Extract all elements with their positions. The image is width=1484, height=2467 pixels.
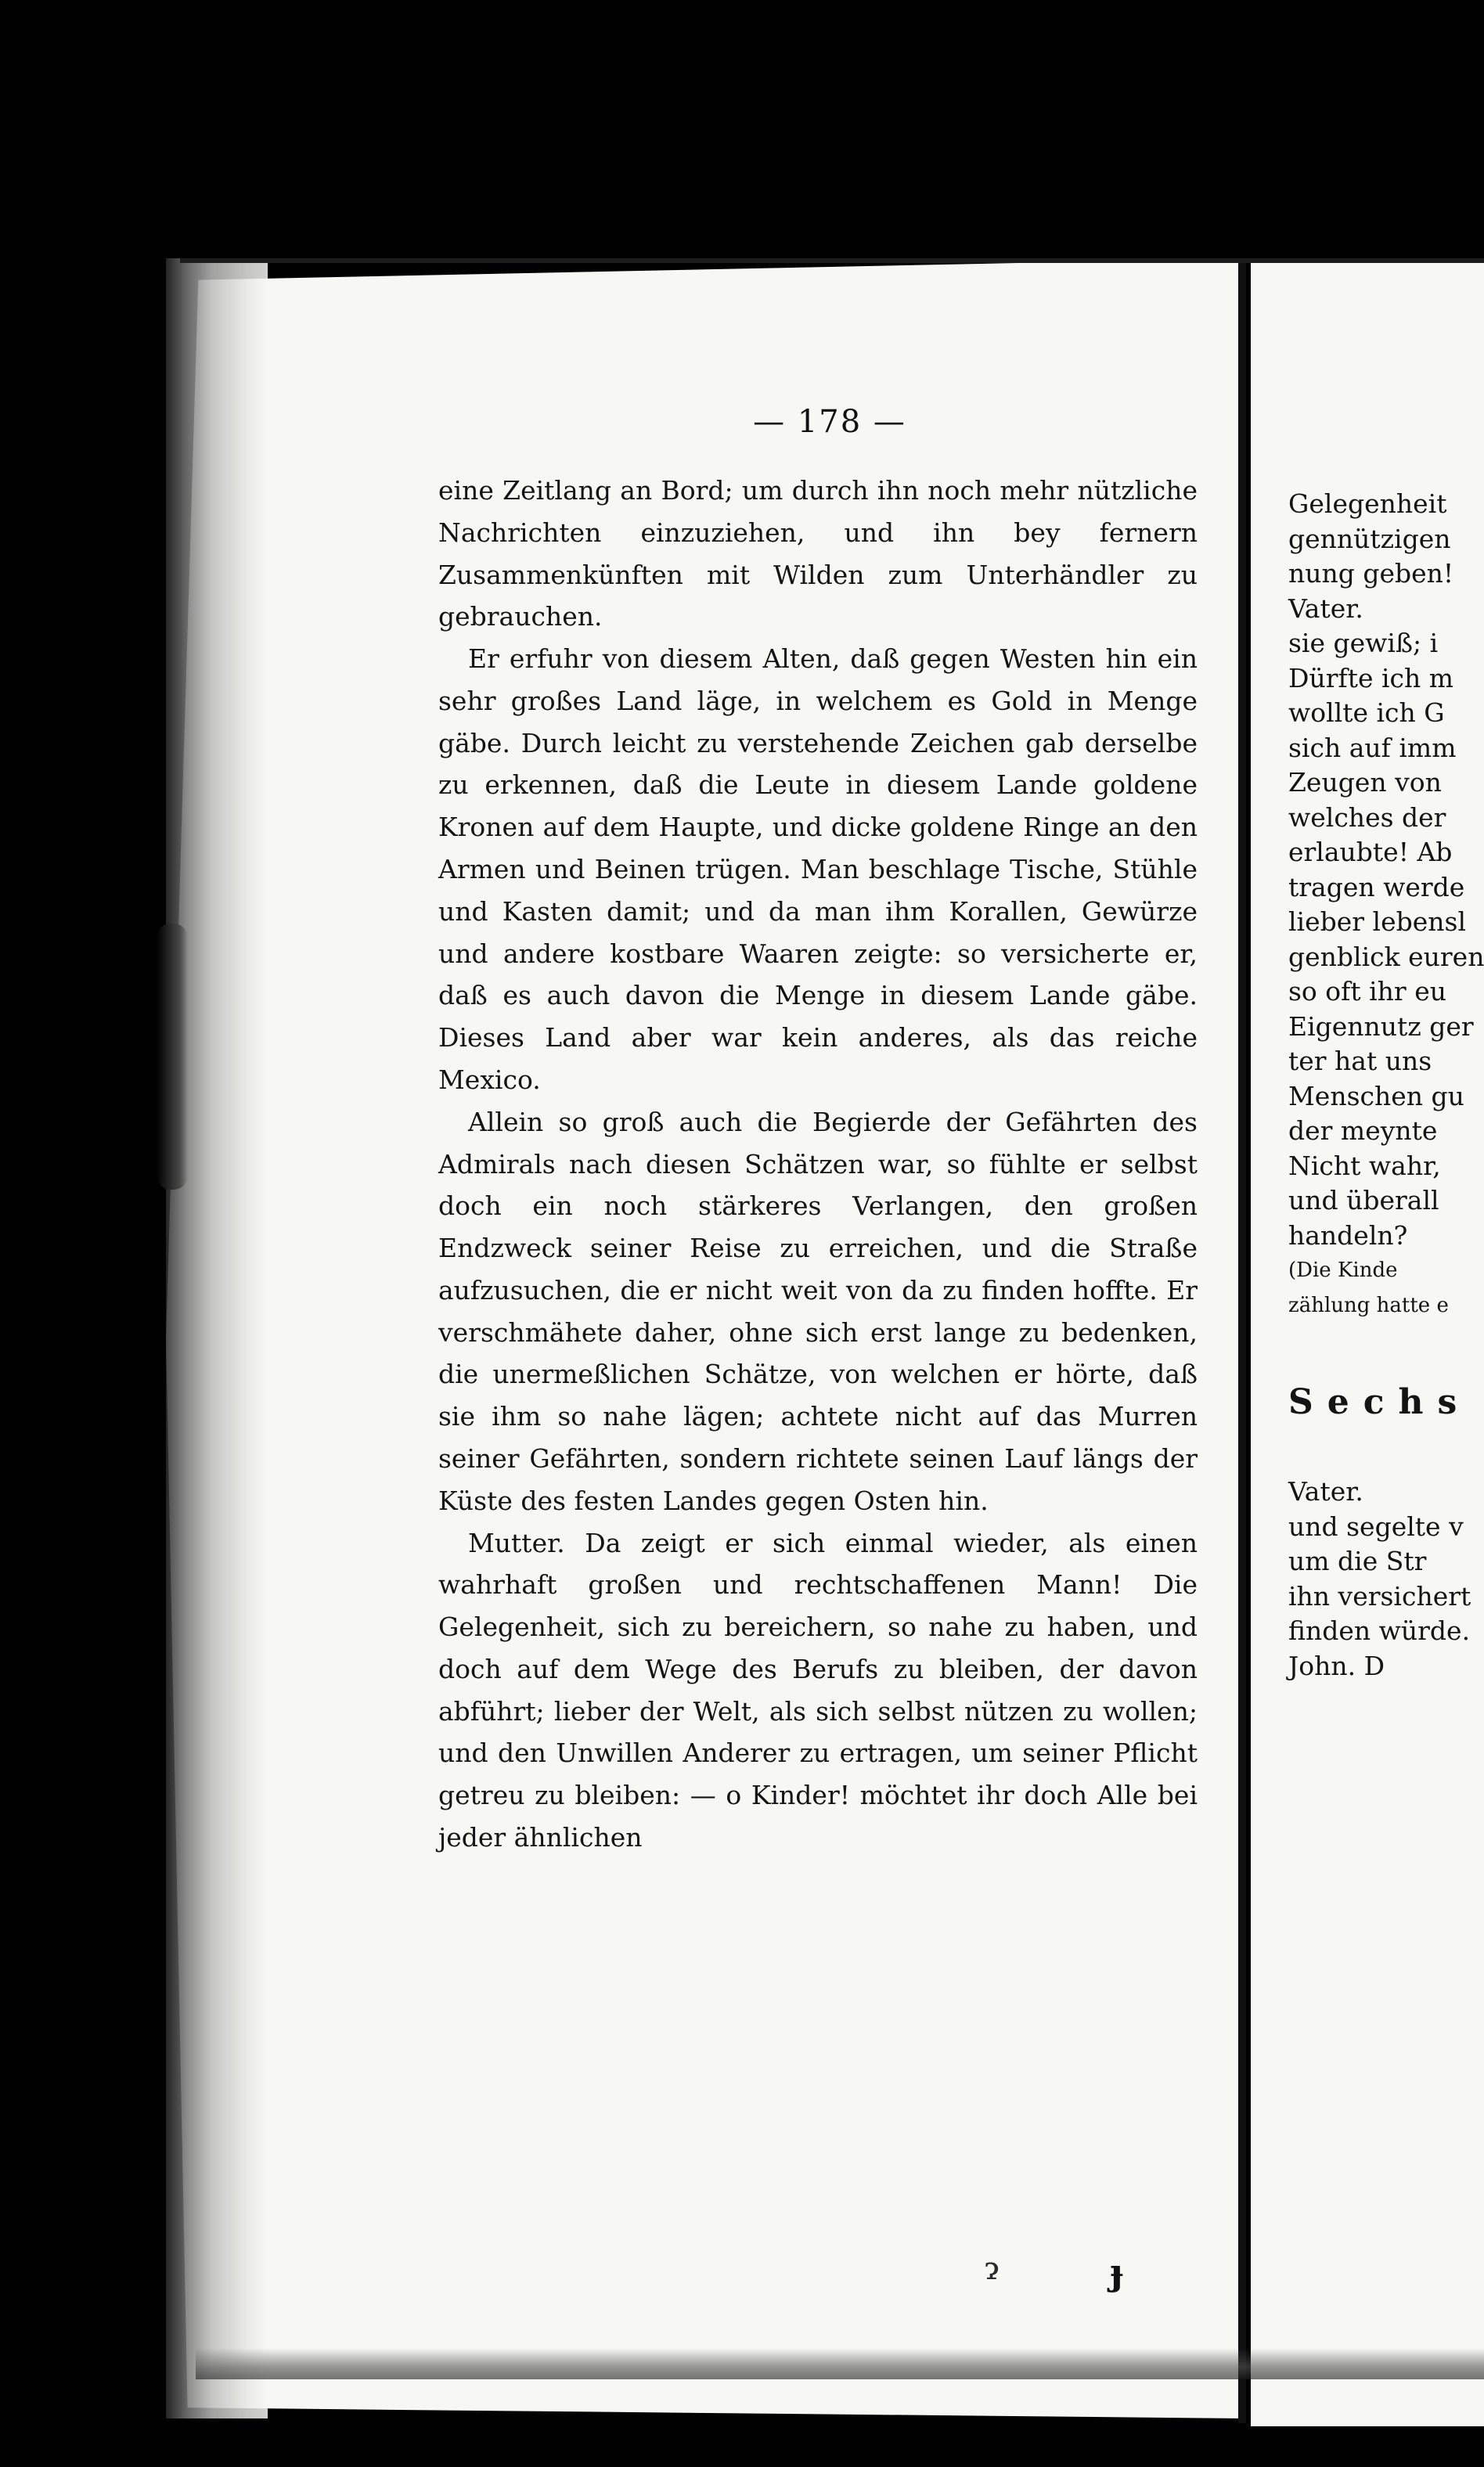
bottom-page-edge (196, 2348, 1484, 2379)
facing-line: ter hat uns (1288, 1046, 1432, 1076)
heading-gap (1288, 1451, 1484, 1475)
page-body (438, 470, 1198, 1853)
top-page-edge (180, 258, 1484, 263)
facing-line: John. D (1288, 1650, 1385, 1681)
page-number: — 178 — (753, 404, 906, 440)
facing-line: Zeugen von (1288, 767, 1442, 798)
facing-page-text (1288, 487, 1484, 1681)
facing-line: und segelte v (1288, 1511, 1464, 1542)
ink-mark: ɂ (985, 2251, 1000, 2287)
facing-line: Gelegenheit (1288, 488, 1447, 519)
book-spine (1238, 263, 1246, 2423)
facing-line: nung geben! (1288, 558, 1454, 589)
facing-line: finden würde. (1288, 1615, 1471, 1646)
paragraph-2: Er erfuhr von diesem Alten, daß gegen Westen hin ein sehr großes Land läge, in welchem es Gold in Menge gäbe. Durch leicht zu verstehende Zeichen gab derselbe zu erkennen, daß die Leute in diesem Lande goldene Kronen auf dem Haupte, und dicke goldene Ringe an den Armen und Beinen trügen. Man beschlage Tische, Stühle und Kasten damit; und da man ihm Korallen, Gewürze und andere kostbare Waaren zeigte: so versicherte er, daß es auch davon die Menge in diesem Lande gäbe. Dieses Land aber war kein anderes, als das reiche Mexico. (438, 643, 1198, 1095)
facing-line: erlaubte! Ab (1288, 837, 1453, 867)
ink-mark: ɟ (1110, 2251, 1124, 2293)
facing-line: sich auf imm (1288, 732, 1457, 763)
facing-line: und überall (1288, 1185, 1439, 1215)
facing-line: der meynte (1288, 1115, 1438, 1146)
facing-line: wollte ich G (1288, 697, 1445, 728)
left-page-shadow (166, 258, 268, 2418)
facing-line: Nicht wahr, (1288, 1150, 1441, 1181)
facing-line: tragen werde (1288, 871, 1465, 902)
facing-line: ihn versichert (1288, 1580, 1471, 1612)
facing-line: Dürfte ich m (1288, 662, 1454, 693)
facing-line: so oft ihr eu (1288, 976, 1446, 1007)
facing-line: um die Str (1288, 1546, 1427, 1576)
facing-line: Vater. (1288, 592, 1363, 624)
section-heading: Sechs (1288, 1382, 1471, 1422)
facing-line: sie gewiß; i (1288, 628, 1439, 658)
facing-line: gennützigen (1288, 523, 1451, 554)
facing-line: handeln? (1288, 1219, 1408, 1251)
paragraph-3: Allein so groß auch die Begierde der Gefährten des Admirals nach diesen Schätzen war, so fühlte er selbst doch ein noch stärkeres Verlangen, den großen Endzweck seiner Reise zu erreichen, und die Straße aufzusuchen, die er nicht weit von da zu finden hoffte. Er verschmähete daher, ohne sich erst lange zu bedenken, die unermeßlichen Schätze, von welchen er hörte, daß sie ihm so nahe lägen; achtete nicht auf das Murren seiner Gefährten, sondern richtete seinen Lauf längs der Küste des festen Landes gegen Osten hin. (438, 1106, 1198, 1516)
facing-line: lieber lebensl (1288, 906, 1467, 937)
facing-line: welches der (1288, 801, 1446, 833)
paragraph-4: Mutter. Da zeigt er sich einmal wieder, als einen wahrhaft großen und rechtschaffenen Mann! Die Gelegenheit, sich zu bereichern, so nahe zu haben, und doch auf dem Wege des Berufs zu bleiben, der davon abführt; lieber der Welt, als sich selbst nützen zu wollen; und den Unwillen Anderer zu ertragen, um seiner Pflicht getreu zu bleiben: — o Kinder! möchtet ihr doch Alle bei jeder ähnlichen (438, 1527, 1198, 1853)
facing-line: (Die Kinde (1288, 1259, 1398, 1282)
facing-line: Vater. (1288, 1476, 1363, 1507)
paragraph-1: eine Zeitlang an Bord; um durch ihn noch mehr nützliche Nachrichten einzuziehen, und ihn bey fernern Zusammenkünften mit Wilden zum Unterhändler zu gebrauchen. (438, 475, 1198, 632)
ink-smudge (157, 924, 188, 1190)
facing-line: zählung hatte e (1288, 1293, 1449, 1317)
section-gap (1288, 1323, 1484, 1385)
facing-line: Menschen gu (1288, 1080, 1464, 1111)
facing-line: Eigennutz ger (1288, 1010, 1474, 1042)
facing-line: genblick euren (1288, 941, 1484, 972)
